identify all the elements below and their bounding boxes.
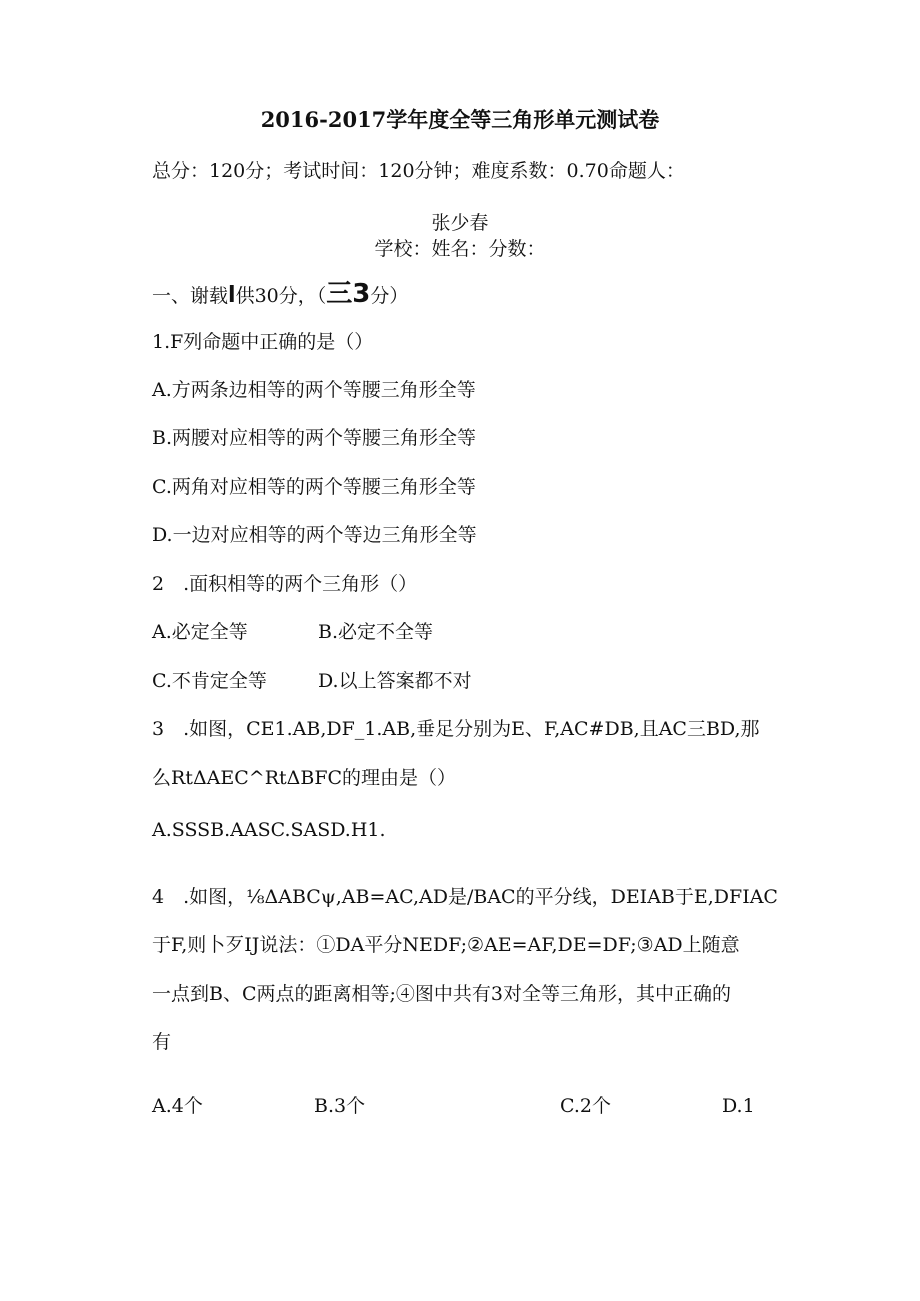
q1-option-c: C.两角对应相等的两个等腰三角形全等 — [152, 476, 476, 498]
q4-option-c: C.2个 — [560, 1095, 611, 1117]
q2-option-b: B.必定不全等 — [318, 621, 434, 643]
q3-options: A.SSSB.AASC.SASD.H1. — [152, 819, 386, 841]
q4-option-a: A.4个 — [152, 1095, 203, 1117]
q1-option-a: A.方两条边相等的两个等腰三角形全等 — [152, 379, 476, 401]
q4-line-1: 4 .如图，⅛ΔABCψ,AB=AC,AD是/BAC的平分线，DEIAB于E,DFIAC — [152, 886, 778, 908]
section-big-text: 三3 — [326, 279, 371, 309]
section-heading — [152, 279, 409, 309]
student-fields: 学校：姓名：分数： — [374, 238, 546, 260]
q2-option-a: A.必定全等 — [152, 621, 248, 643]
q3-line-2: 么RtΔAEC^RtΔBFC的理由是（） — [152, 767, 457, 789]
q1-option-b: B.两腰对应相等的两个等腰三角形全等 — [152, 427, 477, 449]
q4-option-b: B.3个 — [314, 1095, 366, 1117]
exam-title: 2016-2017学年度全等三角形单元测试卷 — [260, 107, 660, 132]
q1-stem: 1.F列命题中正确的是（） — [152, 331, 374, 353]
q4-line-3: 一点到B、C两点的距离相等;④图中共有3对全等三角形，其中正确的 — [152, 983, 731, 1005]
section-bar: l — [228, 283, 236, 308]
q3-line-1: 3 .如图，CE1.AB,DF_1.AB,垂足分别为E、F,AC#DB,且AC三BD,那 — [152, 718, 760, 740]
q1-option-d: D.一边对应相等的两个等边三角形全等 — [152, 524, 477, 546]
author-name: 张少春 — [431, 212, 489, 234]
q4-line-2: 于F,则卜歹IJ说法：①DA平分NEDF;②AE=AF,DE=DF;③AD上随意 — [152, 934, 740, 956]
q4-option-d: D.1 — [722, 1095, 755, 1117]
q4-line-4: 有 — [152, 1031, 172, 1053]
q2-option-d: D.以上答案都不对 — [318, 670, 472, 692]
exam-meta: 总分：120分；考试时间：120分钟；难度系数：0.70命题人： — [152, 160, 685, 182]
q2-stem: 2 .面积相等的两个三角形（） — [152, 573, 418, 595]
section-prefix: 一、谢载 — [152, 285, 229, 307]
section-suffix: 分） — [370, 285, 409, 307]
section-bracket: （ — [316, 285, 327, 307]
section-middle: 供30分， — [235, 285, 317, 307]
q2-option-c: C.不肯定全等 — [152, 670, 267, 692]
